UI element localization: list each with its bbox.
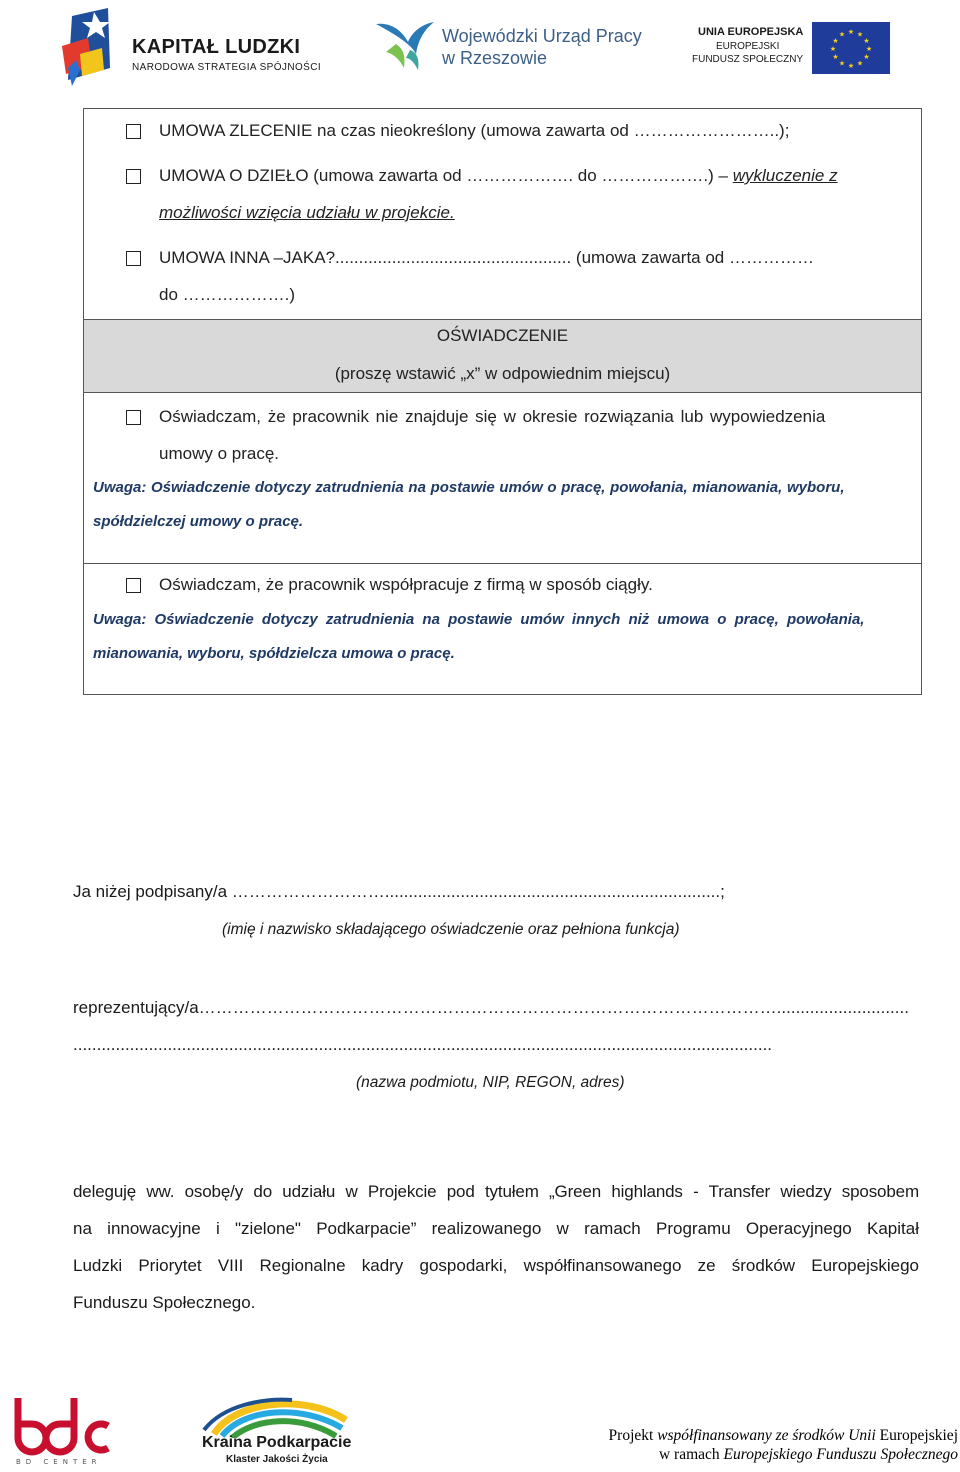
- wup-logo: [372, 14, 652, 84]
- svg-text:★: ★: [856, 59, 864, 68]
- cofinancing-note: [609, 1426, 958, 1464]
- rainbow-arc-icon: [196, 1394, 356, 1438]
- delegation-line-3: Ludzki Priorytet VIII Regionalne kadry gospodarki, współfinansowanego ze środków Europejskiego: [73, 1256, 919, 1275]
- svg-text:★: ★: [838, 30, 846, 39]
- cofinancing-note-line2: [609, 1445, 958, 1464]
- checkbox-umowa-zlecenie[interactable]: [126, 124, 141, 139]
- svg-text:★: ★: [829, 45, 837, 53]
- svg-text:★: ★: [847, 62, 855, 70]
- declaration-not-terminated-text: Oświadczam, że pracownik nie znajduje się w okresie rozwiązania lub wypowiedzenia: [159, 407, 826, 426]
- kapital-ludzki-subtitle: NARODOWA STRATEGIA SPÓJNOŚCI: [132, 62, 322, 73]
- checkbox-umowa-o-dzielo[interactable]: [126, 169, 141, 184]
- cofinancing-part-b: współfinansowany ze środków Unii: [657, 1427, 880, 1444]
- header-logos: [0, 0, 960, 100]
- svg-text:★: ★: [832, 53, 839, 61]
- declaration-hint: (proszę wstawić „x” w odpowiednim miejscu): [334, 364, 671, 383]
- option-umowa-inna-label: UMOWA INNA –JAKA?.................................................. (umowa zawarta od ……………: [159, 248, 814, 267]
- option-umowa-zlecenie-label: UMOWA ZLECENIE na czas nieokreślony (umowa zawarta od ……………………..);: [159, 121, 790, 140]
- declaration-header: [84, 319, 921, 393]
- section-divider: [84, 563, 921, 564]
- note-other-contracts: Uwaga: Oświadczenie dotyczy zatrudnienia na postawie umów innych niż umowa o pracę, powołania,: [93, 611, 865, 628]
- option-umowa-inna-dates: do ……………….): [159, 285, 296, 304]
- note-employment-contract: Uwaga: Oświadczenie dotyczy zatrudnienia na postawie umów o pracę, powołania, mianowania, wyboru,: [93, 479, 845, 496]
- exclusion-note-part1: wykluczenie z: [732, 166, 838, 185]
- wup-name-line1: Wojewódzki Urząd Pracy: [442, 26, 642, 46]
- svg-text:★: ★: [865, 45, 873, 53]
- bdc-logo-icon: [12, 1394, 112, 1466]
- checkbox-umowa-inna[interactable]: [126, 251, 141, 266]
- note-employment-contract-2: spółdzielczej umowy o pracę.: [93, 513, 304, 530]
- signatory-name-line: Ja niżej podpisany/a ……………………….......................................................................;: [73, 882, 725, 901]
- representing-hint: (nazwa podmiotu, NIP, REGON, adres): [356, 1074, 625, 1091]
- eu-line2: EUROPEJSKI: [716, 41, 780, 52]
- declaration-continuous-text: Oświadczam, że pracownik współpracuje z firmą w sposób ciągły.: [159, 575, 653, 594]
- cofinancing-part-e: Europejskiego Funduszu Społecznego: [723, 1446, 958, 1463]
- svg-text:★: ★: [856, 30, 864, 39]
- svg-text:★: ★: [832, 37, 839, 45]
- kapital-ludzki-title: KAPITAŁ LUDZKI: [132, 36, 301, 58]
- cofinancing-part-a: Projekt: [608, 1427, 658, 1444]
- declaration-not-terminated-text-2: umowy o pracę.: [159, 444, 279, 463]
- signatory-name-hint: (imię i nazwisko składającego oświadczenie oraz pełniona funkcja): [222, 921, 680, 938]
- representing-line: reprezentujący/a…………………………………………………………………………………………............................: [73, 998, 909, 1017]
- svg-text:★: ★: [847, 28, 855, 36]
- exclusion-note-part2: możliwości wzięcia udziału w projekcie.: [159, 203, 455, 222]
- kapital-ludzki-logo: [58, 8, 328, 92]
- svg-text:★: ★: [838, 59, 846, 68]
- option-umowa-o-dzielo-dash: –: [713, 166, 733, 185]
- cofinancing-note-line1: [609, 1426, 958, 1445]
- representing-line-2: ....................................................................................................................................................: [73, 1035, 773, 1054]
- cofinancing-part-c: Europejskiej: [879, 1427, 958, 1444]
- checkbox-declaration-continuous[interactable]: [126, 578, 141, 593]
- eu-logo: [692, 22, 902, 78]
- declaration-title: OŚWIADCZENIE: [436, 326, 569, 345]
- delegation-line-2: na innowacyjne i "zielone" Podkarpacie” realizowanego w ramach Programu Operacyjnego Kapitał: [73, 1219, 919, 1238]
- employment-form-box: [83, 108, 922, 695]
- bird-icon: [372, 14, 438, 74]
- option-umowa-o-dzielo-text: [159, 157, 838, 194]
- eu-line1: UNIA EUROPEJSKA: [698, 26, 804, 38]
- wup-name-line2: w Rzeszowie: [442, 48, 548, 68]
- delegation-line-4: Funduszu Społecznego.: [73, 1293, 256, 1312]
- svg-text:★: ★: [863, 53, 870, 61]
- cofinancing-part-d: w ramach: [658, 1446, 724, 1463]
- kraina-podkarpacie-subtitle: Klaster Jakości Życia: [226, 1454, 328, 1465]
- eu-line3: FUNDUSZ SPOŁECZNY: [692, 54, 804, 65]
- checkbox-declaration-not-terminated[interactable]: [126, 410, 141, 425]
- kapital-ludzki-emblem-icon: [58, 8, 126, 92]
- kraina-podkarpacie-logo: [196, 1394, 356, 1468]
- option-umowa-o-dzielo-label: UMOWA O DZIEŁO (umowa zawarta od ………………. do ……………….): [159, 166, 714, 185]
- svg-text:★: ★: [863, 37, 870, 45]
- note-other-contracts-2: mianowania, wyboru, spółdzielcza umowa o pracę.: [93, 645, 455, 662]
- kraina-podkarpacie-name: Kraina Podkarpacie: [202, 1434, 352, 1451]
- delegation-line-1: deleguję ww. osobę/y do udziału w Projekcie pod tytułem „Green highlands - Transfer wiedzy sposobem: [73, 1182, 919, 1201]
- eu-flag-icon: [812, 22, 890, 74]
- bdc-logo: [12, 1394, 112, 1466]
- bdc-logo-text: BD CENTER: [16, 1458, 102, 1466]
